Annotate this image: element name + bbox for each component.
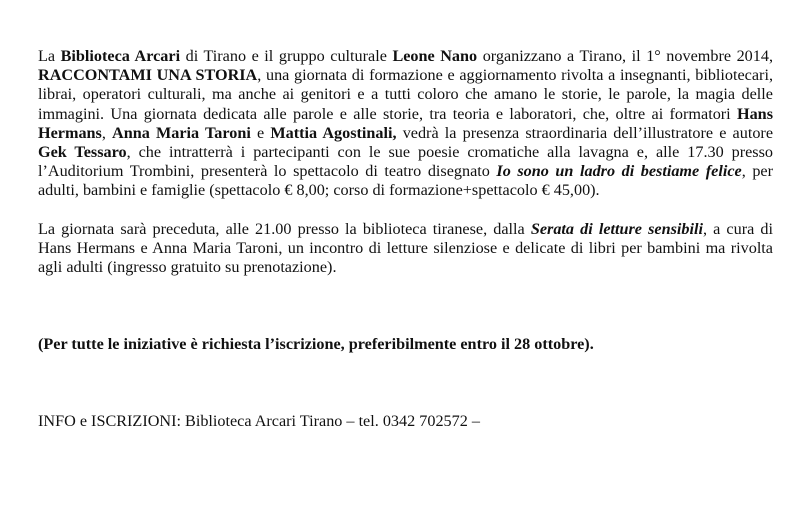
text-run: La [38, 47, 61, 65]
text-run: , che intratterrà i partecipanti con le sue poesie cromatiche alla lavagna e, alle 17.30 presso l’Auditorium Trombini, presenterà lo spettacolo di teatro disegnato [38, 143, 773, 181]
text-run: , una giornata di formazione e aggiornamento rivolta a insegnanti, bibliotecari, librai, operatori culturali, ma anche ai genitori e a tutti coloro che amano le storie, le parole, la magia delle immagini. Una giornata dedicata alle parole e alle storie, tra teoria e laboratori, che, oltre ai formatori [38, 66, 773, 123]
text-run: , [101, 123, 113, 142]
text-run: di Tirano e il gruppo culturale [180, 47, 393, 65]
text-run: vedrà la presenza straordinaria dell’illustratore e autore [396, 123, 774, 142]
text-run: e [250, 123, 271, 142]
evening-event-paragraph [38, 220, 773, 278]
illustrator-name: Gek Tessaro [38, 143, 127, 162]
info-line: INFO e ISCRIZIONI: Biblioteca Arcari Tirano – tel. 0342 702572 – [38, 412, 480, 431]
trainer-name: Anna Maria Taroni [112, 123, 251, 142]
trainer-name: Hans Hermans [38, 104, 773, 142]
text-run: organizzano a Tirano, il 1° novembre 2014, [477, 47, 773, 65]
library-name: Biblioteca Arcari [60, 47, 181, 65]
event-description-paragraph [38, 47, 773, 201]
text-run: , a cura di Hans Hermans e Anna Maria Taroni, un incontro di letture silenziose e delicate di libri per bambini ma rivolta agli adulti (ingresso gratuito su prenotazione). [38, 219, 773, 277]
event-title: RACCONTAMI UNA STORIA [38, 66, 258, 85]
trainer-name: Mattia Agostinali, [270, 123, 397, 142]
evening-event-title: Serata di letture sensibili [530, 219, 703, 238]
show-title: Io sono un ladro di bestiame felice [496, 162, 742, 181]
registration-note: (Per tutte le iniziative è richiesta l’iscrizione, preferibilmente entro il 28 ottobre). [38, 335, 594, 354]
text-run: La giornata sarà preceduta, alle 21.00 presso la biblioteca tiranese, dalla [38, 219, 531, 238]
cultural-group-name: Leone Nano [392, 47, 478, 65]
text-run: , per adulti, bambini e famiglie (spettacolo € 8,00; corso di formazione+spettacolo € 45,00). [38, 162, 773, 200]
document-page [38, 47, 773, 432]
